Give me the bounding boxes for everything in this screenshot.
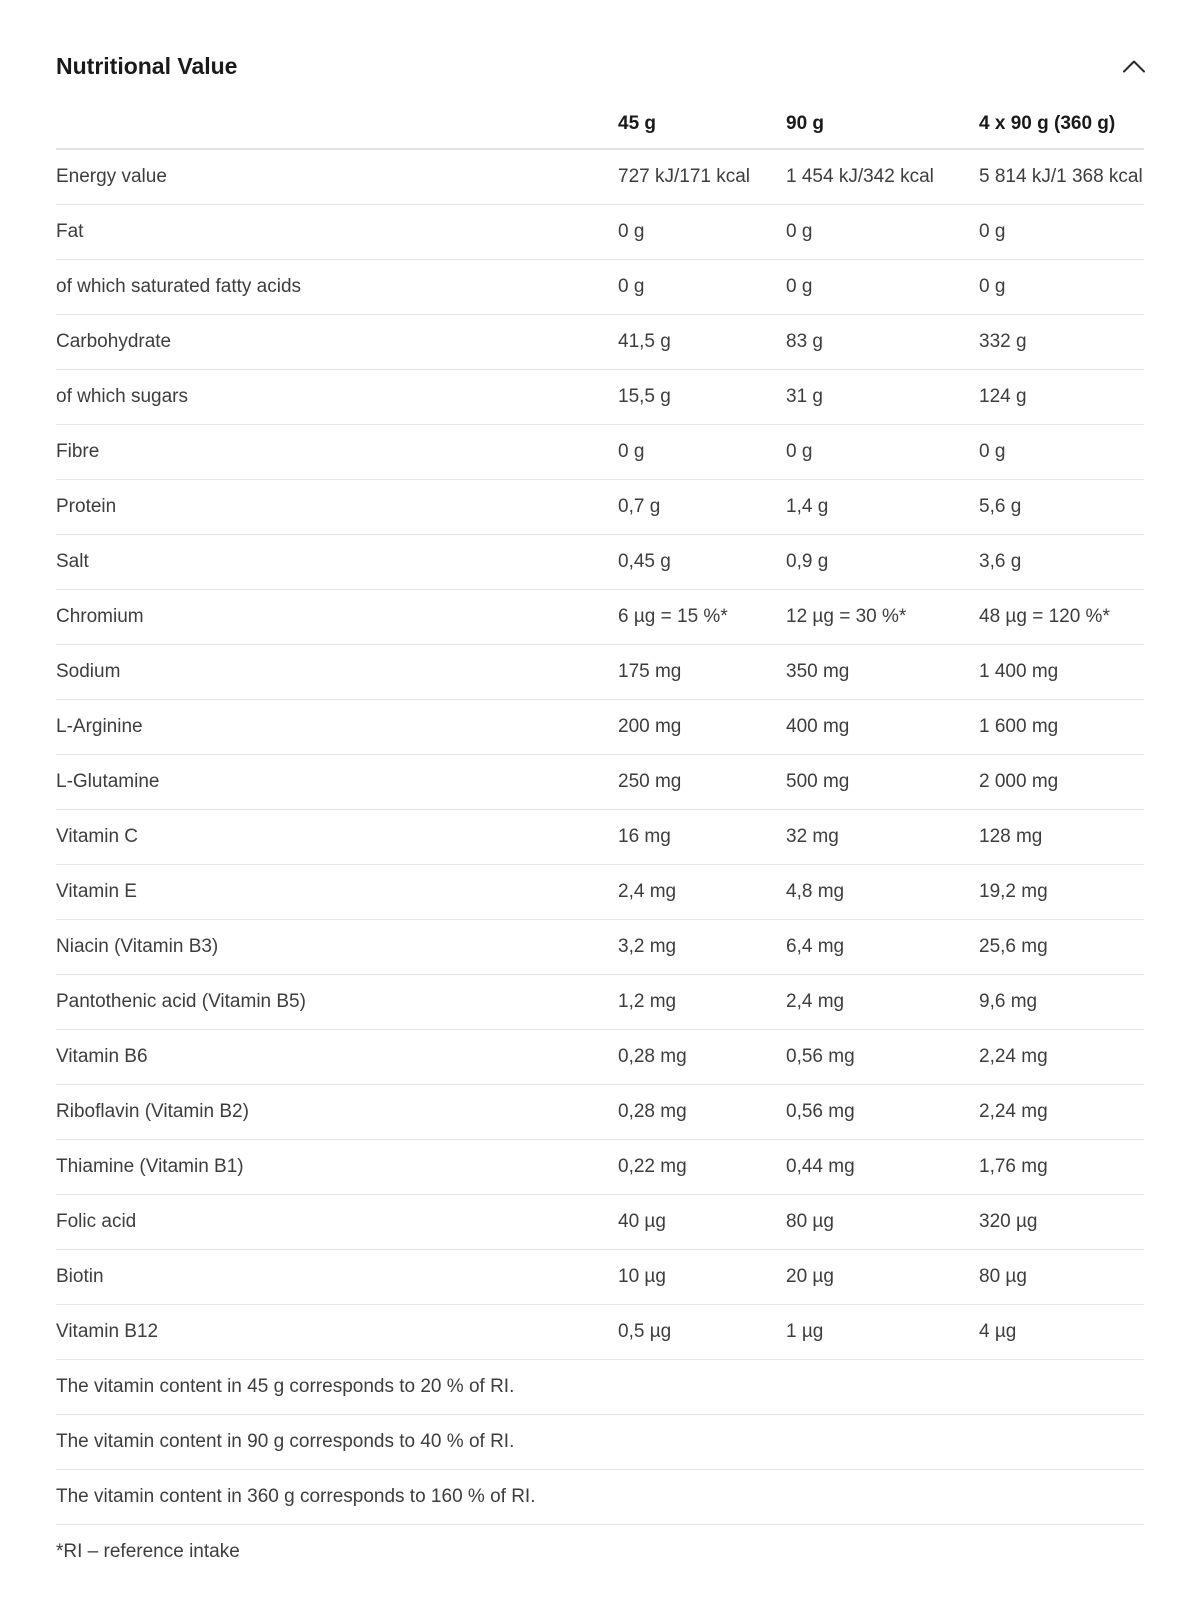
value-45g-cell: 0,22 mg	[618, 1140, 786, 1195]
value-45g-cell: 200 mg	[618, 700, 786, 755]
value-360g-cell: 1 400 mg	[979, 645, 1144, 700]
nutrient-name-cell: of which sugars	[56, 370, 618, 425]
collapse-toggle-button[interactable]	[1114, 46, 1154, 86]
value-45g-cell: 0,28 mg	[618, 1085, 786, 1140]
value-360g-cell: 1,76 mg	[979, 1140, 1144, 1195]
value-360g-cell: 3,6 g	[979, 535, 1144, 590]
nutrient-name-cell: Vitamin C	[56, 810, 618, 865]
value-360g-cell: 2,24 mg	[979, 1085, 1144, 1140]
value-90g-cell: 1,4 g	[786, 480, 979, 535]
table-row	[56, 1195, 1144, 1250]
nutrient-name-cell: Vitamin B6	[56, 1030, 618, 1085]
table-row	[56, 1470, 1144, 1525]
table-row	[56, 260, 1144, 315]
value-45g-cell	[618, 1525, 786, 1580]
value-90g-cell: 0,44 mg	[786, 1140, 979, 1195]
value-45g-cell: 0 g	[618, 205, 786, 260]
table-row	[56, 315, 1144, 370]
panel-header[interactable]	[56, 46, 1144, 86]
value-90g-cell: 20 µg	[786, 1250, 979, 1305]
table-row	[56, 425, 1144, 480]
value-45g-cell: 10 µg	[618, 1250, 786, 1305]
table-row	[56, 975, 1144, 1030]
value-90g-cell: 400 mg	[786, 700, 979, 755]
value-45g-cell	[618, 1415, 786, 1470]
value-360g-cell: 0 g	[979, 425, 1144, 480]
table-row	[56, 1360, 1144, 1415]
value-360g-cell: 48 µg = 120 %*	[979, 590, 1144, 645]
value-360g-cell	[979, 1360, 1144, 1415]
nutrient-name-cell: *RI – reference intake	[56, 1541, 240, 1562]
table-row	[56, 645, 1144, 700]
chevron-up-icon	[1123, 59, 1145, 73]
value-90g-cell: 2,4 mg	[786, 975, 979, 1030]
nutrient-name-cell: Vitamin E	[56, 865, 618, 920]
section-title: Nutritional Value	[56, 52, 238, 79]
value-90g-cell: 80 µg	[786, 1195, 979, 1250]
nutrient-name-cell: Energy value	[56, 149, 618, 205]
value-90g-cell: 1 µg	[786, 1305, 979, 1360]
table-row	[56, 1415, 1144, 1470]
value-360g-cell	[979, 1525, 1144, 1580]
value-45g-cell: 0,45 g	[618, 535, 786, 590]
value-360g-cell	[979, 1415, 1144, 1470]
value-360g-cell: 5 814 kJ/1 368 kcal	[979, 149, 1144, 205]
value-360g-cell: 4 µg	[979, 1305, 1144, 1360]
value-360g-cell: 2 000 mg	[979, 755, 1144, 810]
nutrition-table	[56, 100, 1144, 1579]
table-row	[56, 1525, 1144, 1580]
nutrient-name-cell: The vitamin content in 360 g corresponds to 160 % of RI.	[56, 1470, 618, 1525]
value-360g-cell: 25,6 mg	[979, 920, 1144, 975]
value-90g-cell: 0,56 mg	[786, 1030, 979, 1085]
table-row	[56, 480, 1144, 535]
value-45g-cell: 0,7 g	[618, 480, 786, 535]
value-45g-cell: 2,4 mg	[618, 865, 786, 920]
value-90g-cell: 12 µg = 30 %*	[786, 590, 979, 645]
table-body	[56, 149, 1144, 1579]
value-360g-cell: 320 µg	[979, 1195, 1144, 1250]
value-90g-cell: 0 g	[786, 260, 979, 315]
value-90g-cell	[786, 1525, 979, 1580]
value-360g-cell	[979, 1470, 1144, 1525]
value-90g-cell: 83 g	[786, 315, 979, 370]
nutrient-name-cell: of which saturated fatty acids	[56, 260, 618, 315]
value-360g-cell: 0 g	[979, 260, 1144, 315]
value-90g-cell: 500 mg	[786, 755, 979, 810]
value-360g-cell: 124 g	[979, 370, 1144, 425]
nutritional-value-panel	[56, 0, 1144, 1579]
column-header	[56, 100, 618, 149]
nutrient-name-cell: Folic acid	[56, 1195, 618, 1250]
value-360g-cell: 5,6 g	[979, 480, 1144, 535]
value-45g-cell: 41,5 g	[618, 315, 786, 370]
value-360g-cell: 19,2 mg	[979, 865, 1144, 920]
nutrient-name-cell: Fibre	[56, 425, 618, 480]
nutrient-name-cell: Salt	[56, 535, 618, 590]
value-90g-cell	[786, 1360, 979, 1415]
table-row	[56, 205, 1144, 260]
table-row	[56, 920, 1144, 975]
value-45g-cell: 16 mg	[618, 810, 786, 865]
nutrient-name-cell: Biotin	[56, 1250, 618, 1305]
table-row	[56, 1250, 1144, 1305]
value-90g-cell: 0 g	[786, 425, 979, 480]
value-360g-cell: 9,6 mg	[979, 975, 1144, 1030]
value-90g-cell: 0,9 g	[786, 535, 979, 590]
value-90g-cell	[786, 1415, 979, 1470]
nutrient-name-cell: Riboflavin (Vitamin B2)	[56, 1085, 618, 1140]
value-45g-cell: 0,5 µg	[618, 1305, 786, 1360]
table-row	[56, 755, 1144, 810]
table-row	[56, 1305, 1144, 1360]
value-90g-cell: 31 g	[786, 370, 979, 425]
table-row	[56, 370, 1144, 425]
nutrient-name-cell: Protein	[56, 480, 618, 535]
table-header-row	[56, 100, 1144, 149]
nutrient-name-cell: Thiamine (Vitamin B1)	[56, 1140, 618, 1195]
value-45g-cell: 3,2 mg	[618, 920, 786, 975]
nutrient-name-cell: L-Arginine	[56, 700, 618, 755]
nutrient-name-cell: The vitamin content in 45 g corresponds to 20 % of RI.	[56, 1360, 618, 1415]
value-90g-cell: 32 mg	[786, 810, 979, 865]
value-45g-cell	[618, 1360, 786, 1415]
table-row	[56, 1085, 1144, 1140]
nutrient-name-cell: Pantothenic acid (Vitamin B5)	[56, 975, 618, 1030]
value-90g-cell: 4,8 mg	[786, 865, 979, 920]
value-90g-cell: 6,4 mg	[786, 920, 979, 975]
nutrient-name-cell: The vitamin content in 90 g corresponds to 40 % of RI.	[56, 1415, 618, 1470]
table-row	[56, 1030, 1144, 1085]
value-45g-cell	[618, 1470, 786, 1525]
value-45g-cell: 40 µg	[618, 1195, 786, 1250]
column-header: 90 g	[786, 100, 979, 149]
value-45g-cell: 15,5 g	[618, 370, 786, 425]
nutrient-name-cell: L-Glutamine	[56, 755, 618, 810]
nutrient-name-cell: Chromium	[56, 590, 618, 645]
table-row	[56, 590, 1144, 645]
value-45g-cell: 175 mg	[618, 645, 786, 700]
value-45g-cell: 250 mg	[618, 755, 786, 810]
value-45g-cell: 1,2 mg	[618, 975, 786, 1030]
table-row	[56, 535, 1144, 590]
value-90g-cell	[786, 1470, 979, 1525]
table-row	[56, 865, 1144, 920]
value-360g-cell: 0 g	[979, 205, 1144, 260]
column-header: 45 g	[618, 100, 786, 149]
nutrient-name-cell: Fat	[56, 205, 618, 260]
value-45g-cell: 0 g	[618, 425, 786, 480]
value-90g-cell: 0,56 mg	[786, 1085, 979, 1140]
column-header: 4 x 90 g (360 g)	[979, 100, 1144, 149]
table-row	[56, 1140, 1144, 1195]
nutrient-name-cell: Carbohydrate	[56, 315, 618, 370]
value-45g-cell: 0,28 mg	[618, 1030, 786, 1085]
table-row	[56, 700, 1144, 755]
nutrient-name-cell: Vitamin B12	[56, 1305, 618, 1360]
value-360g-cell: 332 g	[979, 315, 1144, 370]
nutrient-name-cell: Niacin (Vitamin B3)	[56, 920, 618, 975]
value-360g-cell: 128 mg	[979, 810, 1144, 865]
value-90g-cell: 1 454 kJ/342 kcal	[786, 149, 979, 205]
table-row	[56, 149, 1144, 205]
value-45g-cell: 6 µg = 15 %*	[618, 590, 786, 645]
nutrient-name-cell: Sodium	[56, 645, 618, 700]
value-360g-cell: 80 µg	[979, 1250, 1144, 1305]
value-45g-cell: 727 kJ/171 kcal	[618, 149, 786, 205]
value-360g-cell: 1 600 mg	[979, 700, 1144, 755]
value-90g-cell: 0 g	[786, 205, 979, 260]
value-45g-cell: 0 g	[618, 260, 786, 315]
value-360g-cell: 2,24 mg	[979, 1030, 1144, 1085]
value-90g-cell: 350 mg	[786, 645, 979, 700]
table-row	[56, 810, 1144, 865]
